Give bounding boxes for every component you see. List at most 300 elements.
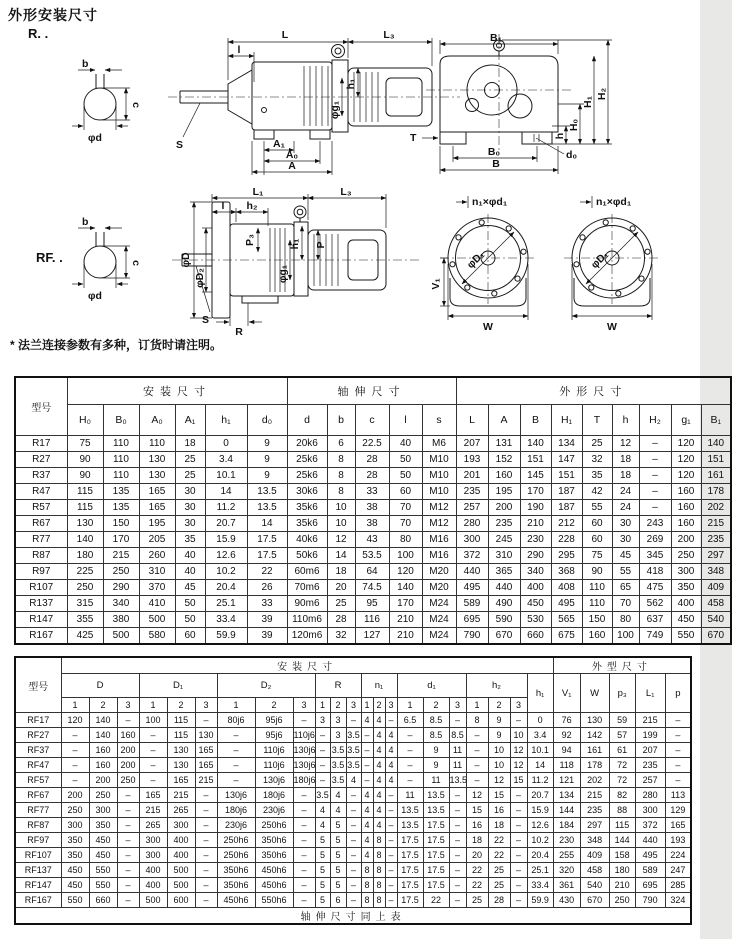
value-cell: 12 [510,743,527,758]
value-cell: 9 [488,713,510,728]
value-cell: 200 [61,788,89,803]
col-header: b [327,405,355,436]
col-header-h1: h₁ [527,674,553,713]
table-row [15,803,691,818]
value-cell: 4 [361,833,373,848]
value-cell: M24 [422,612,456,628]
value-cell: 130 [167,743,195,758]
value-cell: 695 [635,878,665,893]
value-cell: 38 [355,500,389,516]
value-cell: 130j6 [293,758,315,773]
value-cell: 160 [117,728,139,743]
value-cell: 180j6 [255,788,293,803]
dim-label-L3: L₃ [383,29,395,41]
value-cell: 200 [117,758,139,773]
table-row [15,532,731,548]
value-cell: – [61,773,89,788]
value-cell: 4 [373,773,385,788]
value-cell: 50 [175,596,205,612]
value-cell: – [346,803,361,818]
value-cell: 280 [456,516,488,532]
table-row [15,728,691,743]
value-cell: 33 [247,596,287,612]
model-cell: R147 [15,612,67,628]
value-cell: 10.1 [527,743,553,758]
value-cell: 3 [330,728,346,743]
col-header-n1: n₁ [361,674,397,698]
dim-label-B0: B₀ [487,146,501,158]
value-cell: – [293,788,315,803]
table-row [15,564,731,580]
table-row [15,612,731,628]
value-cell: 430 [553,893,580,908]
flange-note: * 法兰连接参数有多种，订货时请注明。 [10,338,223,352]
value-cell: 8 [327,468,355,484]
value-cell: 14 [247,516,287,532]
dim-label-L3: L₃ [340,186,352,198]
value-cell: 17.5 [247,532,287,548]
value-cell: 205 [139,532,175,548]
value-cell: – [466,743,488,758]
value-cell: 25 [327,596,355,612]
dim-label-P3: P₃ [244,234,256,246]
value-cell: 670 [701,628,731,645]
value-cell: – [397,773,423,788]
value-cell: – [449,803,466,818]
col-header: B [520,405,551,436]
value-cell: 25 [175,468,205,484]
value-cell: 110j6 [255,743,293,758]
value-cell: 350h6 [217,863,255,878]
col-header: 2 [488,698,510,713]
value-cell: 17.5 [423,863,449,878]
value-cell: 589 [635,863,665,878]
value-cell: 45 [175,580,205,596]
value-cell: 10 [327,516,355,532]
value-cell: 562 [639,596,671,612]
value-cell: 4 [361,848,373,863]
value-cell: 5 [315,878,330,893]
value-cell: 300 [139,848,167,863]
value-cell: 39 [247,612,287,628]
value-cell: 4 [361,818,373,833]
col-header-V1: V₁ [553,674,580,713]
value-cell: 500 [139,612,175,628]
value-cell: 165 [139,788,167,803]
value-cell: 160 [671,516,701,532]
value-cell: 340 [520,564,551,580]
model-cell: RF77 [15,803,61,818]
dim-label-s: S [176,139,184,151]
table-row [15,548,731,564]
value-cell: – [293,848,315,863]
value-cell: 12 [466,788,488,803]
value-cell: 440 [635,833,665,848]
r-table-body [15,436,731,645]
value-cell: 250 [103,564,139,580]
col-header: 3 [117,698,139,713]
dim-label-phi-d: φd [88,290,102,302]
value-cell: 90 [67,468,103,484]
value-cell: 130 [195,728,217,743]
value-cell: 247 [665,863,691,878]
model-cell: RF47 [15,758,61,773]
value-cell: – [510,848,527,863]
model-cell: R77 [15,532,67,548]
value-cell: 11 [449,743,466,758]
value-cell: 33.4 [527,878,553,893]
value-cell: – [665,758,691,773]
col-header: d [287,405,327,436]
value-cell: 6 [327,436,355,452]
table-row [15,848,691,863]
value-cell: – [385,788,397,803]
value-cell: 290 [520,548,551,564]
value-cell: 695 [456,612,488,628]
value-cell: 4 [373,788,385,803]
value-cell: 12 [327,532,355,548]
model-cell: R67 [15,516,67,532]
col-header: H₂ [639,405,671,436]
model-header: 型号 [15,657,61,713]
value-cell: 160 [89,743,117,758]
table-row [15,436,731,452]
value-cell: 8 [373,878,385,893]
value-cell: 500 [103,628,139,645]
value-cell: 3 [330,713,346,728]
value-cell: 4 [315,818,330,833]
value-cell: 297 [701,548,731,564]
value-cell: 8 [373,848,385,863]
value-cell: – [117,818,139,833]
value-cell: 55 [612,564,639,580]
value-cell: 42 [582,484,612,500]
value-cell: 72 [609,758,635,773]
value-cell: 210 [389,628,422,645]
value-cell: 400 [167,833,195,848]
value-cell: 60 [582,516,612,532]
value-cell: 17.5 [397,833,423,848]
value-cell: 11 [449,758,466,773]
value-cell: 540 [580,878,609,893]
value-cell: 4 [330,788,346,803]
table-row [15,500,731,516]
value-cell: 408 [551,580,582,596]
value-cell: 140 [67,532,103,548]
value-cell: 140 [89,713,117,728]
table-row [15,468,731,484]
value-cell: – [117,863,139,878]
value-cell: 5 [330,878,346,893]
value-cell: – [346,863,361,878]
dim-label-A0: A₀ [285,149,299,161]
value-cell: 440 [488,580,520,596]
value-cell: 9 [488,728,510,743]
value-cell: M10 [422,452,456,468]
value-cell: 95j6 [255,728,293,743]
value-cell: 11.2 [527,773,553,788]
value-cell: – [293,863,315,878]
value-cell: 151 [520,452,551,468]
rf-flange-view-2 [564,196,660,333]
value-cell: 187 [551,500,582,516]
value-cell: 4 [385,773,397,788]
value-cell: 4 [385,728,397,743]
value-cell: 17.5 [423,818,449,833]
value-cell: 400 [167,848,195,863]
table-row [15,818,691,833]
value-cell: 450 [89,833,117,848]
col-header: T [582,405,612,436]
value-cell: 20.4 [527,848,553,863]
value-cell: 4 [361,713,373,728]
dim-label-h: h [554,132,566,140]
value-cell: 4 [330,803,346,818]
value-cell: 70m6 [287,580,327,596]
value-cell: 53.5 [355,548,389,564]
group-outline-header: 外型尺寸 [553,657,691,674]
value-cell: 180 [609,863,635,878]
value-cell: 250 [61,803,89,818]
value-cell: 35 [175,532,205,548]
value-cell: 300 [61,818,89,833]
col-header: 2 [255,698,293,713]
value-cell: 400 [139,863,167,878]
value-cell: 50 [389,452,422,468]
value-cell: 61 [609,743,635,758]
col-header: c [355,405,389,436]
value-cell: – [665,743,691,758]
value-cell: 550 [89,863,117,878]
value-cell: 100 [389,548,422,564]
value-cell: – [361,758,373,773]
page-title: 外形安装尺寸 [8,7,98,23]
value-cell: 255 [553,848,580,863]
model-cell: RF107 [15,848,61,863]
value-cell: 199 [635,728,665,743]
value-cell: 35 [582,468,612,484]
table-row [15,878,691,893]
value-cell: 151 [701,452,731,468]
value-cell: 201 [456,468,488,484]
table-row [15,452,731,468]
value-cell: 50 [389,468,422,484]
value-cell: – [217,773,255,788]
dim-label-g1: φg₁ [277,264,289,284]
table-row [15,773,691,788]
r-side-view [168,29,460,175]
value-cell: 257 [456,500,488,516]
value-cell: – [665,713,691,728]
value-cell: 660 [520,628,551,645]
value-cell: 28 [355,452,389,468]
value-cell: – [195,848,217,863]
value-cell: 0 [205,436,247,452]
col-header: 3 [510,698,527,713]
col-header-h2: h₂ [466,674,527,698]
value-cell: – [449,893,466,908]
value-cell: 70 [389,516,422,532]
value-cell: 28 [327,612,355,628]
value-cell: – [466,728,488,743]
col-header: 3 [195,698,217,713]
value-cell: 33.4 [205,612,247,628]
value-cell: – [466,773,488,788]
value-cell: 20.7 [205,516,247,532]
table-row [15,863,691,878]
value-cell: 165 [139,500,175,516]
value-cell: 130j6 [293,743,315,758]
value-cell: – [385,818,397,833]
value-cell: 180 [67,548,103,564]
value-cell: 418 [639,564,671,580]
col-header-p: p [665,674,691,713]
value-cell: 207 [635,743,665,758]
value-cell: 17.5 [397,878,423,893]
value-cell: 64 [355,564,389,580]
value-cell: 178 [580,758,609,773]
value-cell: 135 [103,500,139,516]
value-cell: – [385,713,397,728]
value-cell: 113 [665,788,691,803]
dim-label-B1: B₁ [490,32,502,44]
value-cell: 8 [361,893,373,908]
value-cell: 80j6 [217,713,255,728]
col-header: H₀ [67,405,103,436]
value-cell: 30k6 [287,484,327,500]
value-cell: 180j6 [217,803,255,818]
value-cell: – [385,848,397,863]
value-cell: 14 [205,484,247,500]
table-row [15,516,731,532]
value-cell: 25 [488,863,510,878]
dim-label-b: b [82,58,89,70]
value-cell: 297 [580,818,609,833]
value-cell: 660 [89,893,117,908]
value-cell: 230j6 [217,818,255,833]
model-cell: RF17 [15,713,61,728]
value-cell: 22 [488,833,510,848]
value-cell: 400 [671,596,701,612]
value-cell: 115 [67,484,103,500]
value-cell: 15 [466,803,488,818]
value-cell: 35k6 [287,500,327,516]
col-header: L [456,405,488,436]
value-cell: 121 [553,773,580,788]
value-cell: 9 [423,758,449,773]
value-cell: 15.9 [205,532,247,548]
value-cell: – [117,833,139,848]
value-cell: 140 [701,436,731,452]
section-label-r: R. . [28,26,49,41]
value-cell: 285 [665,878,691,893]
value-cell: 18 [327,564,355,580]
value-cell: 45 [612,548,639,564]
value-cell: – [195,863,217,878]
value-cell: 17.5 [397,893,423,908]
value-cell: 160 [488,468,520,484]
r-series-drawing [0,22,700,186]
col-header: 1 [61,698,89,713]
value-cell: 250 [609,893,635,908]
value-cell: 365 [488,564,520,580]
value-cell: 24 [612,484,639,500]
table-footer-row [15,908,691,925]
dim-label-phi-D: φD [180,252,192,268]
value-cell: M12 [422,516,456,532]
value-cell: 350h6 [217,878,255,893]
rf-series-drawing [0,188,700,338]
value-cell: 144 [553,803,580,818]
value-cell: – [195,788,217,803]
value-cell: – [639,468,671,484]
col-header: 3 [293,698,315,713]
value-cell: 9 [423,743,449,758]
value-cell: 490 [488,596,520,612]
value-cell: 8.5 [423,728,449,743]
value-cell: 5 [315,893,330,908]
value-cell: 92 [553,728,580,743]
value-cell: 670 [488,628,520,645]
value-cell: – [510,818,527,833]
value-cell: 193 [665,833,691,848]
value-cell: 600 [167,893,195,908]
value-cell: 215 [580,788,609,803]
value-cell: 4 [385,758,397,773]
model-cell: RF97 [15,833,61,848]
value-cell: 140 [520,436,551,452]
value-cell: 129 [665,803,691,818]
value-cell: 10.2 [205,564,247,580]
group-install-header: 安装尺寸 [67,377,287,405]
value-cell: 130 [167,758,195,773]
value-cell: 315 [67,596,103,612]
value-cell: – [139,728,167,743]
value-cell: – [665,773,691,788]
value-cell: 118 [553,758,580,773]
dim-label-s: S [202,314,210,326]
value-cell: 12 [510,758,527,773]
table-row [15,596,731,612]
value-cell: 13.5 [397,803,423,818]
value-cell: – [510,878,527,893]
value-cell: 225 [67,564,103,580]
value-cell: 210 [520,516,551,532]
value-cell: 4 [373,743,385,758]
value-cell: 300 [671,564,701,580]
value-cell: 5 [330,818,346,833]
value-cell: 3.4 [205,452,247,468]
value-cell: 550h6 [255,893,293,908]
col-header: 3 [449,698,466,713]
value-cell: 151 [551,468,582,484]
r-dimensions-table [14,376,732,645]
value-cell: – [315,758,330,773]
value-cell: 4 [361,788,373,803]
value-cell: 350 [89,818,117,833]
value-cell: – [195,818,217,833]
value-cell: 3 [315,713,330,728]
value-cell: 187 [551,484,582,500]
model-cell: RF167 [15,893,61,908]
col-header: 2 [330,698,346,713]
value-cell: 250 [117,773,139,788]
value-cell: – [195,833,217,848]
value-cell: 9 [247,452,287,468]
value-cell: 170 [103,532,139,548]
value-cell: – [293,893,315,908]
value-cell: 26 [247,580,287,596]
